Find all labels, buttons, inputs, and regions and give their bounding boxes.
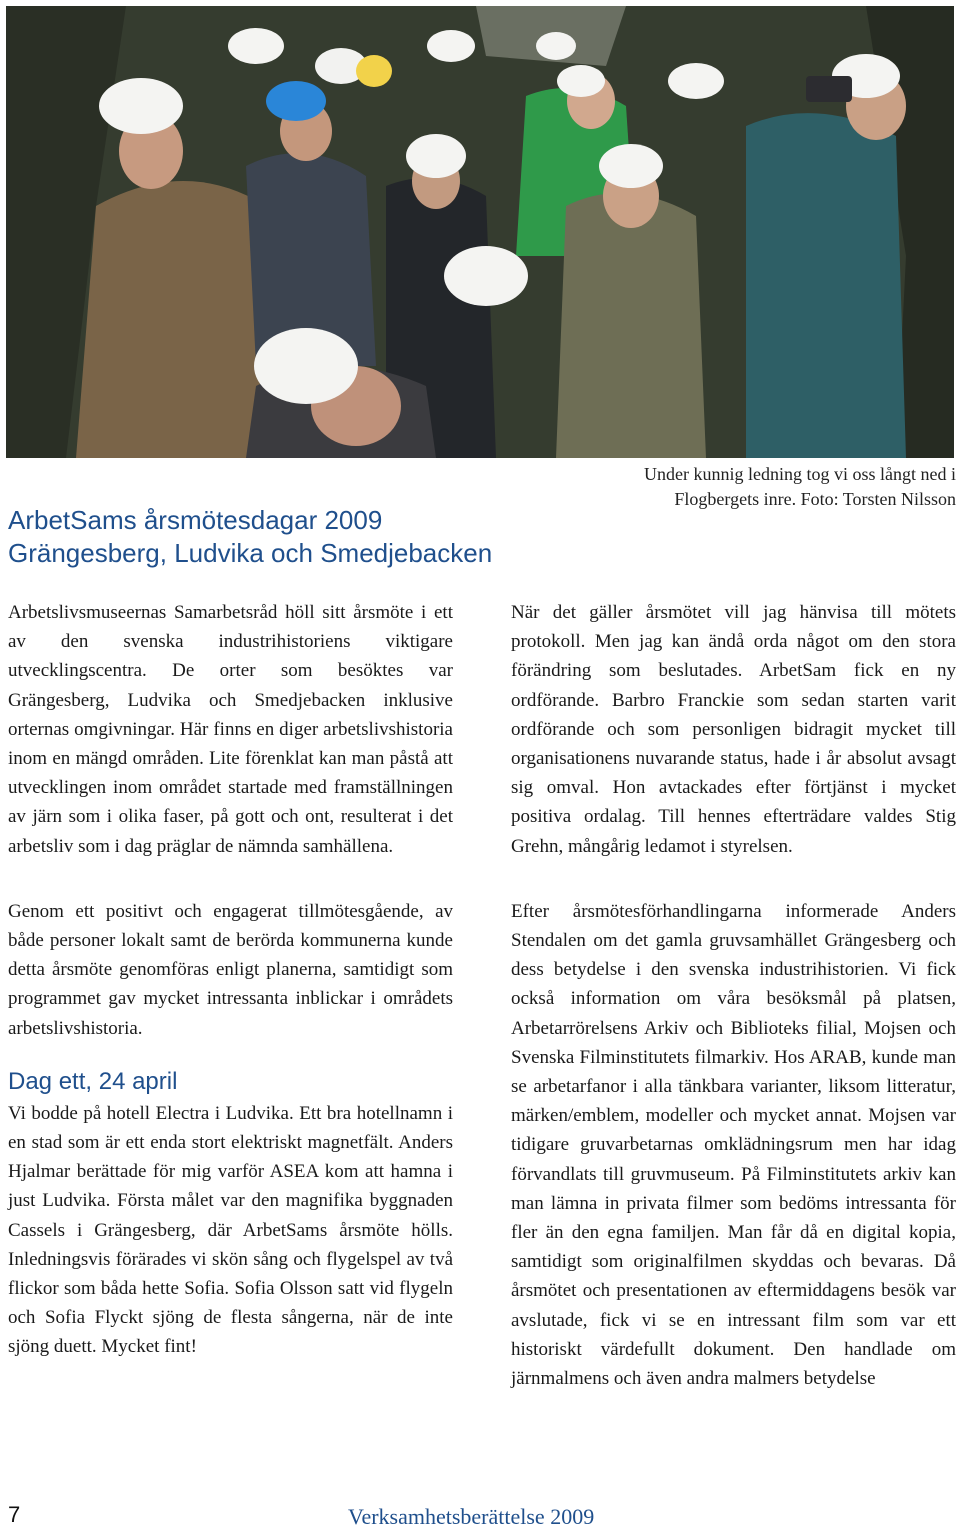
paragraph-spacer (511, 861, 956, 897)
footer-title: Verksamhetsberättelse 2009 (348, 1504, 595, 1529)
paragraph: Genom ett positivt och engagerat tillmötesgående, av både personer lokalt samt de berörda kommunerna kunde detta årsmöte genomföras enligt planerna, samtidigt som programmet gav mycket intressanta inblickar i områdets arbetslivshistoria. (8, 900, 453, 1039)
headline-line-1: ArbetSams årsmötesdagar 2009 (8, 505, 383, 535)
paragraph: Efter årsmötesförhandlingarna informerade Anders Stendalen om det gamla gruvsamhället Grängesberg och dess betydelse i den svenska industrihistorien. Vi fick också information om våra besöksmål på platsen, Arbetarrörelsens Arkiv och Biblioteks filial, Mojsen och Svenska Filminstitutets filmarkiv. Hos ARAB, kunde man se arbetarfanor i alla tänkbara varianter, liksom litteratur, märken/emblem, modeller och mycket annat. Mojsen var tidigare gruvarbetarnas omklädningsrum men har idag förvandlats till gruvmuseum. På Filminstitutets arkiv kan man lämna in privata filmer som bedöms intressanta för fler än den egna familjen. Man får då en digital kopia, samtidigt som originalfilmen skyddas och bevaras. Då årsmötet och presentationen av eftermiddagens besök var avslutade, fick vi se en intressant film som var ett historiskt värdefullt dokument. Den handlade om järnmalmens och även andra malmers betydelse (511, 900, 956, 1390)
paragraph: Vi bodde på hotell Electra i Ludvika. Ett bra hotellnamn i en stad som är ett enda stort elektriskt magnetfält. Anders Hjalmar berättade för mig varför ASEA kom att hamna i just Ludvika. Första målet var den magnifika byggnaden Cassels i Grängesberg, där ArbetSams årsmöte hölls. Inledningsvis förärades vi skön sång och flygelspel av två flickor som båda hette Sofia. Sofia Olsson satt vid flygeln och Sofia Flyckt sjöng de flesta sångerna, när de inte sjöng duett. Mycket fint! (8, 1102, 453, 1358)
photo-caption: Under kunnig ledning tog vi oss långt ned i Flogbergets inre. Foto: Torsten Nilsson (644, 464, 956, 509)
left-column (8, 598, 453, 1362)
article-headline (8, 504, 628, 570)
page-number: 7 (8, 1502, 21, 1527)
group-photo (6, 6, 954, 458)
section-heading: Dag ett, 24 april (8, 1067, 178, 1095)
paragraph-spacer (8, 861, 453, 897)
paragraph-spacer (8, 1043, 453, 1065)
right-column (511, 598, 956, 1393)
photo-illustration (6, 6, 954, 458)
paragraph: När det gäller årsmötet vill jag hänvisa till mötets protokoll. Men jag kan ändå orda något om den stora förändring som beslutades. ArbetSam fick en ny ordförande. Barbro Franckie som sedan starten varit ordförande och som personligen bidragit mycket till organisationens nuvarande status, hade i år absolut avsagt sig omval. Hon avtackades efter förtjänst i mycket positiva ordalag. Till hennes efterträdare valdes Stig Grehn, mångårig ledamot i styrelsen. (511, 602, 956, 857)
paragraph: Arbetslivsmuseernas Samarbetsråd höll sitt årsmöte i ett av den svenska industrihistoriens viktigare utvecklingscentra. De orter som besöktes var Grängesberg, Ludvika och Smedjebacken inklusive orternas omgivningar. Här finns en diger arbetslivshistoria inom en mängd områden. Lite förenklat kan man påstå att utvecklingen inom området startade med framställningen av järn som i olika faser, på gott och ont, resulterat i det arbetsliv som i dag präglar de nämnda samhällena. (8, 602, 453, 857)
headline-line-2: Grängesberg, Ludvika och Smedjebacken (8, 538, 493, 568)
